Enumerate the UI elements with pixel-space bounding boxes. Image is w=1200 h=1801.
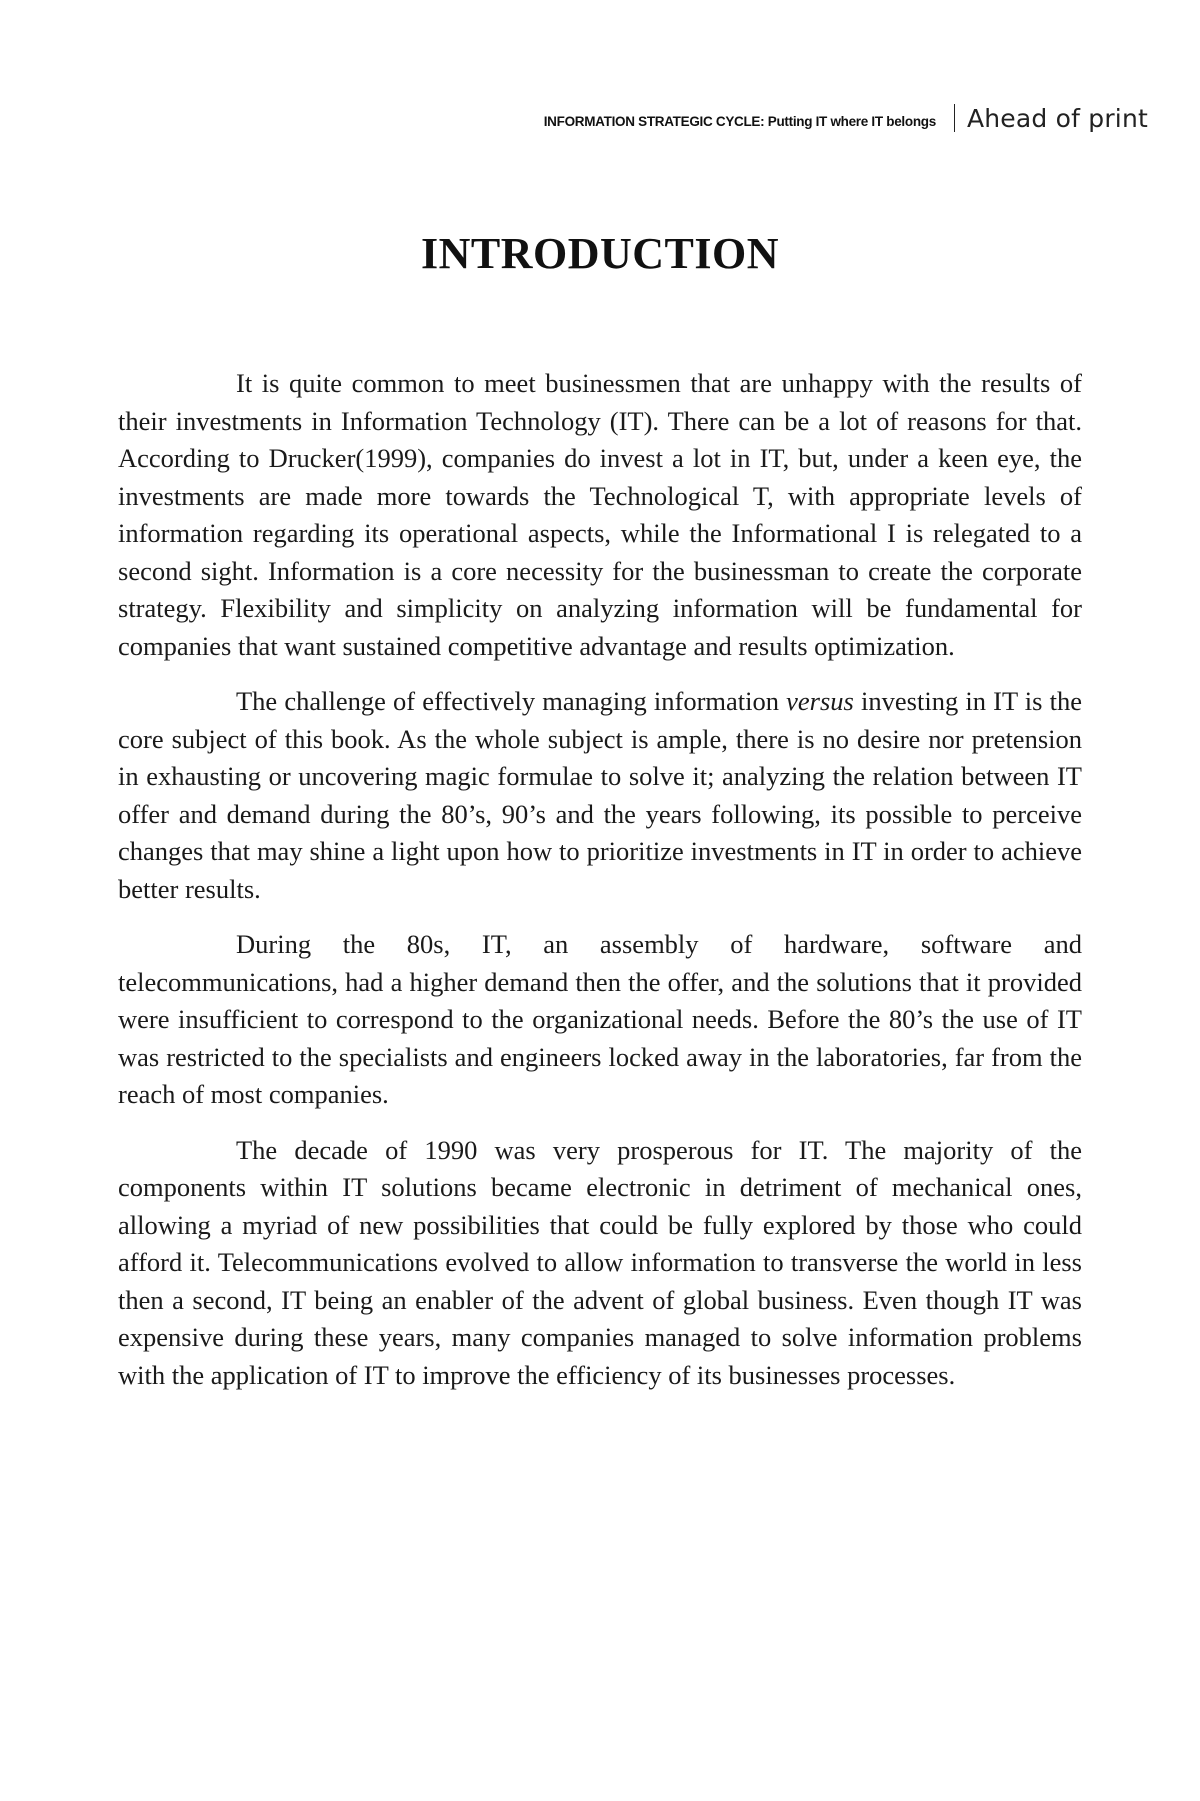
- running-header: [544, 98, 1148, 138]
- paragraph-3: During the 80s, IT, an assembly of hardware, software and telecommunications, had a higher demand then the offer, and the solutions that it provided were insufficient to correspond to the organizational needs. Before the 80’s the use of IT was restricted to the specialists and engineers locked away in the laboratories, far from the reach of most companies.: [118, 929, 1082, 1109]
- paragraph-2: [118, 683, 1082, 908]
- paragraph-2-lead: The challenge of effectively managing information: [236, 686, 779, 716]
- paragraph-2-rest: investing in IT is the core subject of this book. As the whole subject is ample, there is no desire nor pretension in exhausting or uncovering magic formulae to solve it; analyzing the relation between IT offer and demand during the 80’s, 90’s and the years following, its possible to perceive changes that may shine a light upon how to prioritize investments in IT in order to achieve better results.: [118, 686, 1083, 904]
- chapter-title: INTRODUCTION: [420, 229, 780, 278]
- emphasis-versus: versus: [786, 686, 854, 716]
- header-divider: [954, 104, 955, 132]
- body-text: [118, 365, 1082, 1412]
- print-status: Ahead of print: [966, 103, 1148, 133]
- book-title: INFORMATION STRATEGIC CYCLE: Putting IT where IT belongs: [543, 113, 936, 129]
- paragraph-1: It is quite common to meet businessmen that are unhappy with the results of their investments in Information Technology (IT). There can be a lot of reasons for that. According to Drucker(1999), companies do invest a lot in IT, but, under a keen eye, the investments are made more towards the Technological T, with appropriate levels of information regarding its operational aspects, while the Informational I is relegated to a second sight. Information is a core necessity for the businessman to create the corporate strategy. Flexibility and simplicity on analyzing information will be fundamental for companies that want sustained competitive advantage and results optimization.: [118, 368, 1082, 661]
- paragraph-4: The decade of 1990 was very prosperous for IT. The majority of the components within IT solutions became electronic in detriment of mechanical ones, allowing a myriad of new possibilities that could be fully explored by those who could afford it. Telecommunications evolved to allow information to transverse the world in less then a second, IT being an enabler of the advent of global business. Even though IT was expensive during these years, many companies managed to solve information problems with the application of IT to improve the efficiency of its businesses processes.: [118, 1134, 1082, 1390]
